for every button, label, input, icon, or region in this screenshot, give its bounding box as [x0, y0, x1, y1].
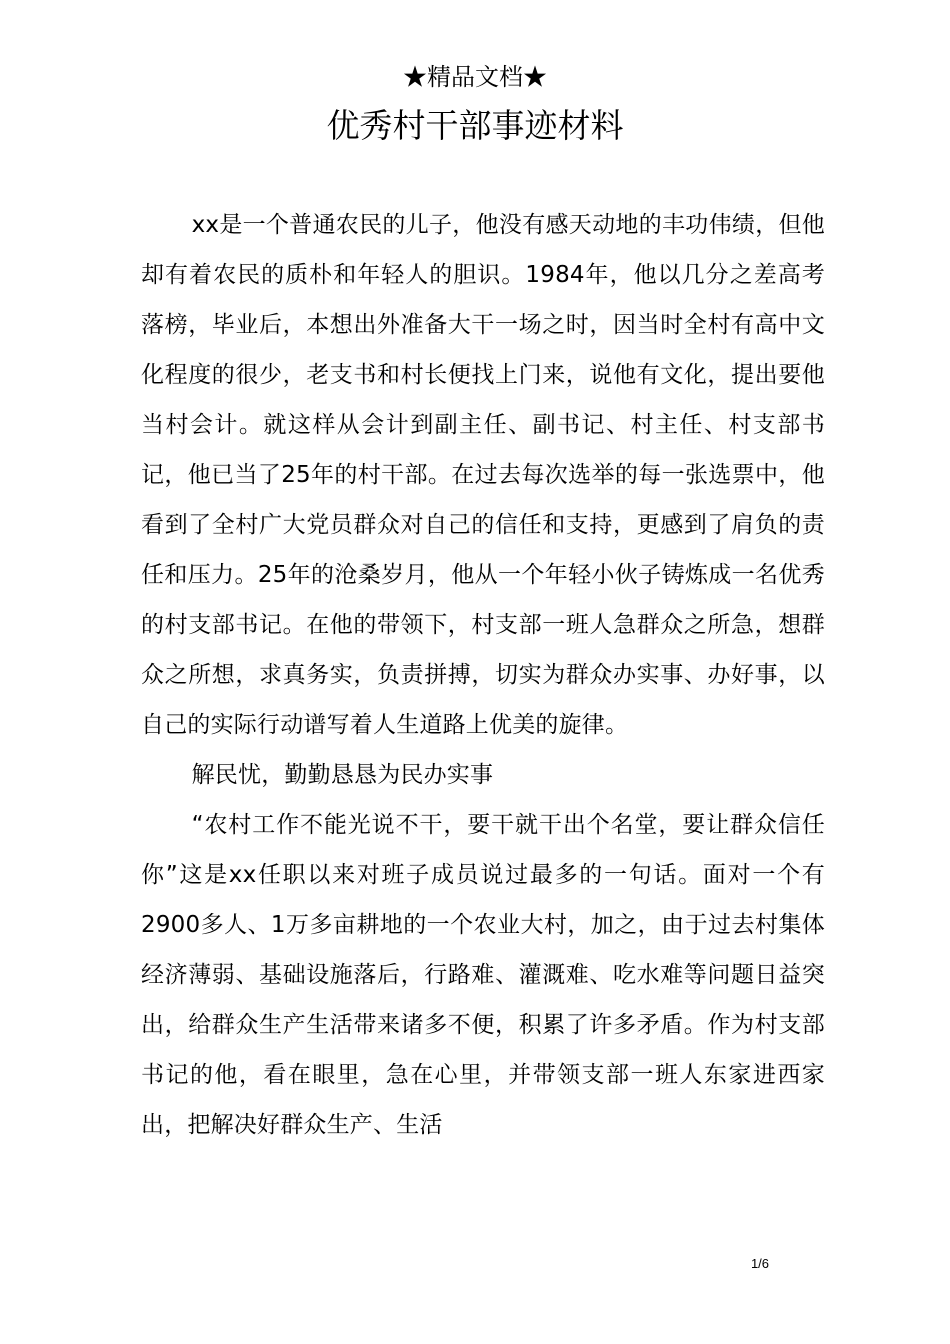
paragraph-intro: xx是一个普通农民的儿子，他没有感天动地的丰功伟绩，但他却有着农民的质朴和年轻人的胆识。1984年，他以几分之差高考落榜，毕业后，本想出外准备大干一场之时，因当时全村有高中文化程度的很少，老支书和村长便找上门来，说他有文化，提出要他当村会计。就这样从会计到副主任、副书记、村主任、村支部书记，他已当了25年的村干部。在过去每次选举的每一张选票中，他看到了全村广大党员群众对自己的信任和支持，更感到了肩负的责任和压力。25年的沧桑岁月，他从一个年轻小伙子铸炼成一名优秀的村支部书记。在他的带领下，村支部一班人急群众之所急，想群众之所想，求真务实，负责拼搏，切实为群众办实事、办好事，以自己的实际行动谱写着人生道路上优美的旋律。: [141, 212, 825, 738]
page-number: 1/6: [750, 1256, 770, 1271]
paragraph-quote: “农村工作不能光说不干，要干就干出个名堂，要让群众信任你”这是xx任职以来对班子成员说过最多的一句话。面对一个有2900多人、1万多亩耕地的一个农业大村，加之，由于过去村集体经济薄弱、基础设施落后，行路难、灌溉难、吃水难等问题日益突出，给群众生产生活带来诸多不便，积累了许多矛盾。作为村支部书记的他，看在眼里，急在心里，并带领支部一班人东家进西家出，把解决好群众生产、生活: [141, 812, 825, 1138]
header-mark: ★精品文档★: [403, 63, 547, 91]
paragraph-section-heading: 解民忧，勤勤恳恳为民办实事: [191, 762, 494, 788]
document-title: 优秀村干部事迹材料: [326, 106, 624, 145]
document-body: [141, 200, 825, 1150]
